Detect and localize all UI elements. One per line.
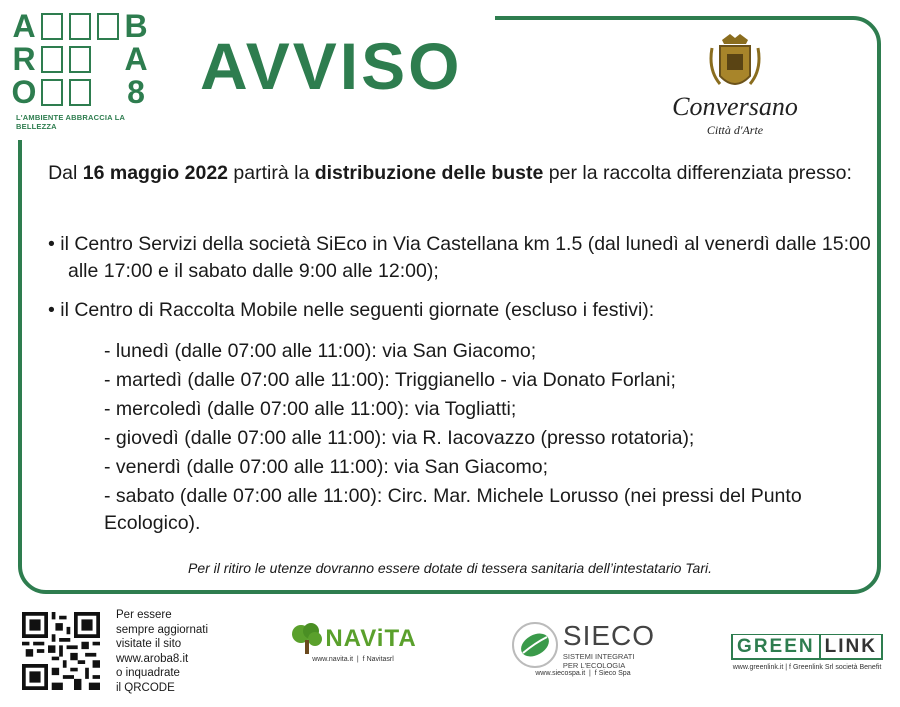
- intro-text: Dal: [48, 162, 83, 184]
- facebook-icon: f: [362, 656, 365, 663]
- logo-tile: [69, 79, 91, 106]
- sieco-logo: SIECO SISTEMI INTEGRATI PER L'ECOLOGIA www.siecospa.it | f Sieco Spa: [508, 620, 658, 677]
- castle-icon: [69, 13, 91, 40]
- footer: [0, 600, 900, 707]
- logo-letter: O: [11, 74, 37, 110]
- greenlink-social[interactable]: Greenlink Srl società Benefit: [792, 664, 882, 671]
- qr-caption-line: sempre aggiornati: [116, 623, 209, 636]
- intro-text: partirà la: [228, 162, 315, 184]
- facebook-icon: f: [594, 670, 597, 677]
- person-icon: [41, 46, 63, 73]
- sieco-social[interactable]: Sieco Spa: [598, 670, 631, 677]
- logo-letter: A: [124, 41, 148, 77]
- logo-tile: [41, 79, 63, 106]
- sieco-name: SIECO: [562, 620, 656, 651]
- page-title: AVVISO: [200, 29, 463, 103]
- crest-name: Conversano: [672, 92, 798, 121]
- logo-letter: B: [124, 8, 148, 44]
- qr-caption-line: Per essere: [116, 609, 172, 621]
- bullet-text: il Centro Servizi della società SiEco in Via Castellana km 1.5 (dal lunedì al venerdì dalle 15:00 alle 17:00 e il sabato dalle 9:00 alle 12:00);: [60, 233, 871, 282]
- crest-subtitle: Città d'Arte: [706, 123, 764, 137]
- qr-caption-line: visitate il sito: [116, 638, 182, 650]
- tree-icon: [289, 622, 325, 656]
- crest-shield-icon: [660, 30, 810, 100]
- schedule-item: - mercoledì (dalle 07:00 alle 11:00): via Togliatti;: [104, 398, 517, 420]
- bullet-item: • il Centro Servizi della società SiEco in Via Castellana km 1.5 (dal lunedì al venerdì dalle 15:00 alle 17:00 e il sabato dalle 9:00 alle 12:00);: [48, 233, 871, 282]
- facebook-icon: f: [789, 664, 791, 671]
- logo-tagline: L'AMBIENTE ABBRACCIA LA BELLEZZA: [16, 113, 125, 131]
- intro-paragraph: [40, 160, 860, 187]
- navita-logo: NAViTA www.navita.it | f Navitasrl: [278, 622, 428, 663]
- schedule-item: - sabato (dalle 07:00 alle 11:00): Circ. Mar. Michele Lorusso (nei pressi del Punto Ecologico).: [104, 485, 802, 534]
- sieco-leaf-icon: [511, 621, 559, 669]
- website-link[interactable]: www.aroba8.it: [116, 652, 189, 665]
- navita-site[interactable]: www.navita.it: [312, 656, 354, 663]
- region-map-icon: [69, 46, 91, 73]
- intro-date: 16 maggio 2022: [82, 162, 229, 184]
- greenlink-site[interactable]: www.greenlink.it: [732, 664, 784, 671]
- qr-caption-line: o inquadrate: [116, 667, 180, 679]
- sun-boat-icon: [97, 13, 119, 40]
- schedule-item: - venerdì (dalle 07:00 alle 11:00): via San Giacomo;: [104, 456, 549, 478]
- schedule-item: - giovedì (dalle 07:00 alle 11:00): via R. Iacovazzo (presso rotatoria);: [104, 427, 695, 449]
- aroba8-logo: [10, 8, 160, 131]
- greenlink-name-link: LINK: [819, 635, 881, 658]
- bullet-item: • il Centro di Raccolta Mobile nelle seguenti giornate (escluso i festivi):: [48, 299, 655, 321]
- qr-caption: [116, 608, 226, 695]
- intro-text: per la raccolta differenziata presso:: [543, 162, 852, 184]
- navita-social[interactable]: Navitasrl: [366, 656, 394, 663]
- qr-code-icon[interactable]: [22, 612, 100, 690]
- bullet-text: il Centro di Raccolta Mobile nelle seguenti giornate (escluso i festivi):: [60, 299, 655, 321]
- intro-highlight: distribuzione delle buste: [314, 162, 544, 184]
- footnote: Per il ritiro le utenze dovranno essere dotate di tessera sanitaria dell’intestatario Tari.: [188, 560, 712, 576]
- schedule-item: - martedì (dalle 07:00 alle 11:00): Triggianello - via Donato Forlani;: [104, 369, 676, 391]
- greenlink-name-green: GREEN: [733, 635, 819, 658]
- sieco-site[interactable]: www.siecospa.it: [535, 670, 586, 677]
- qr-caption-line: il QRCODE: [116, 681, 175, 694]
- logo-letter: 8: [127, 74, 145, 110]
- navita-name: NAViTA: [325, 625, 417, 652]
- logo-letter: A: [12, 8, 36, 44]
- sieco-subtitle: PER L'ECOLOGIA: [562, 661, 626, 670]
- logo-tile: [41, 13, 63, 40]
- conversano-crest: [660, 30, 810, 140]
- sieco-subtitle: SISTEMI INTEGRATI: [562, 652, 635, 661]
- schedule-item: - lunedì (dalle 07:00 alle 11:00): via San Giacomo;: [104, 340, 537, 362]
- greenlink-logo: GREEN LINK www.greenlink.it | f Greenlink Srl società Benefit: [732, 636, 882, 671]
- logo-letter: R: [12, 41, 36, 77]
